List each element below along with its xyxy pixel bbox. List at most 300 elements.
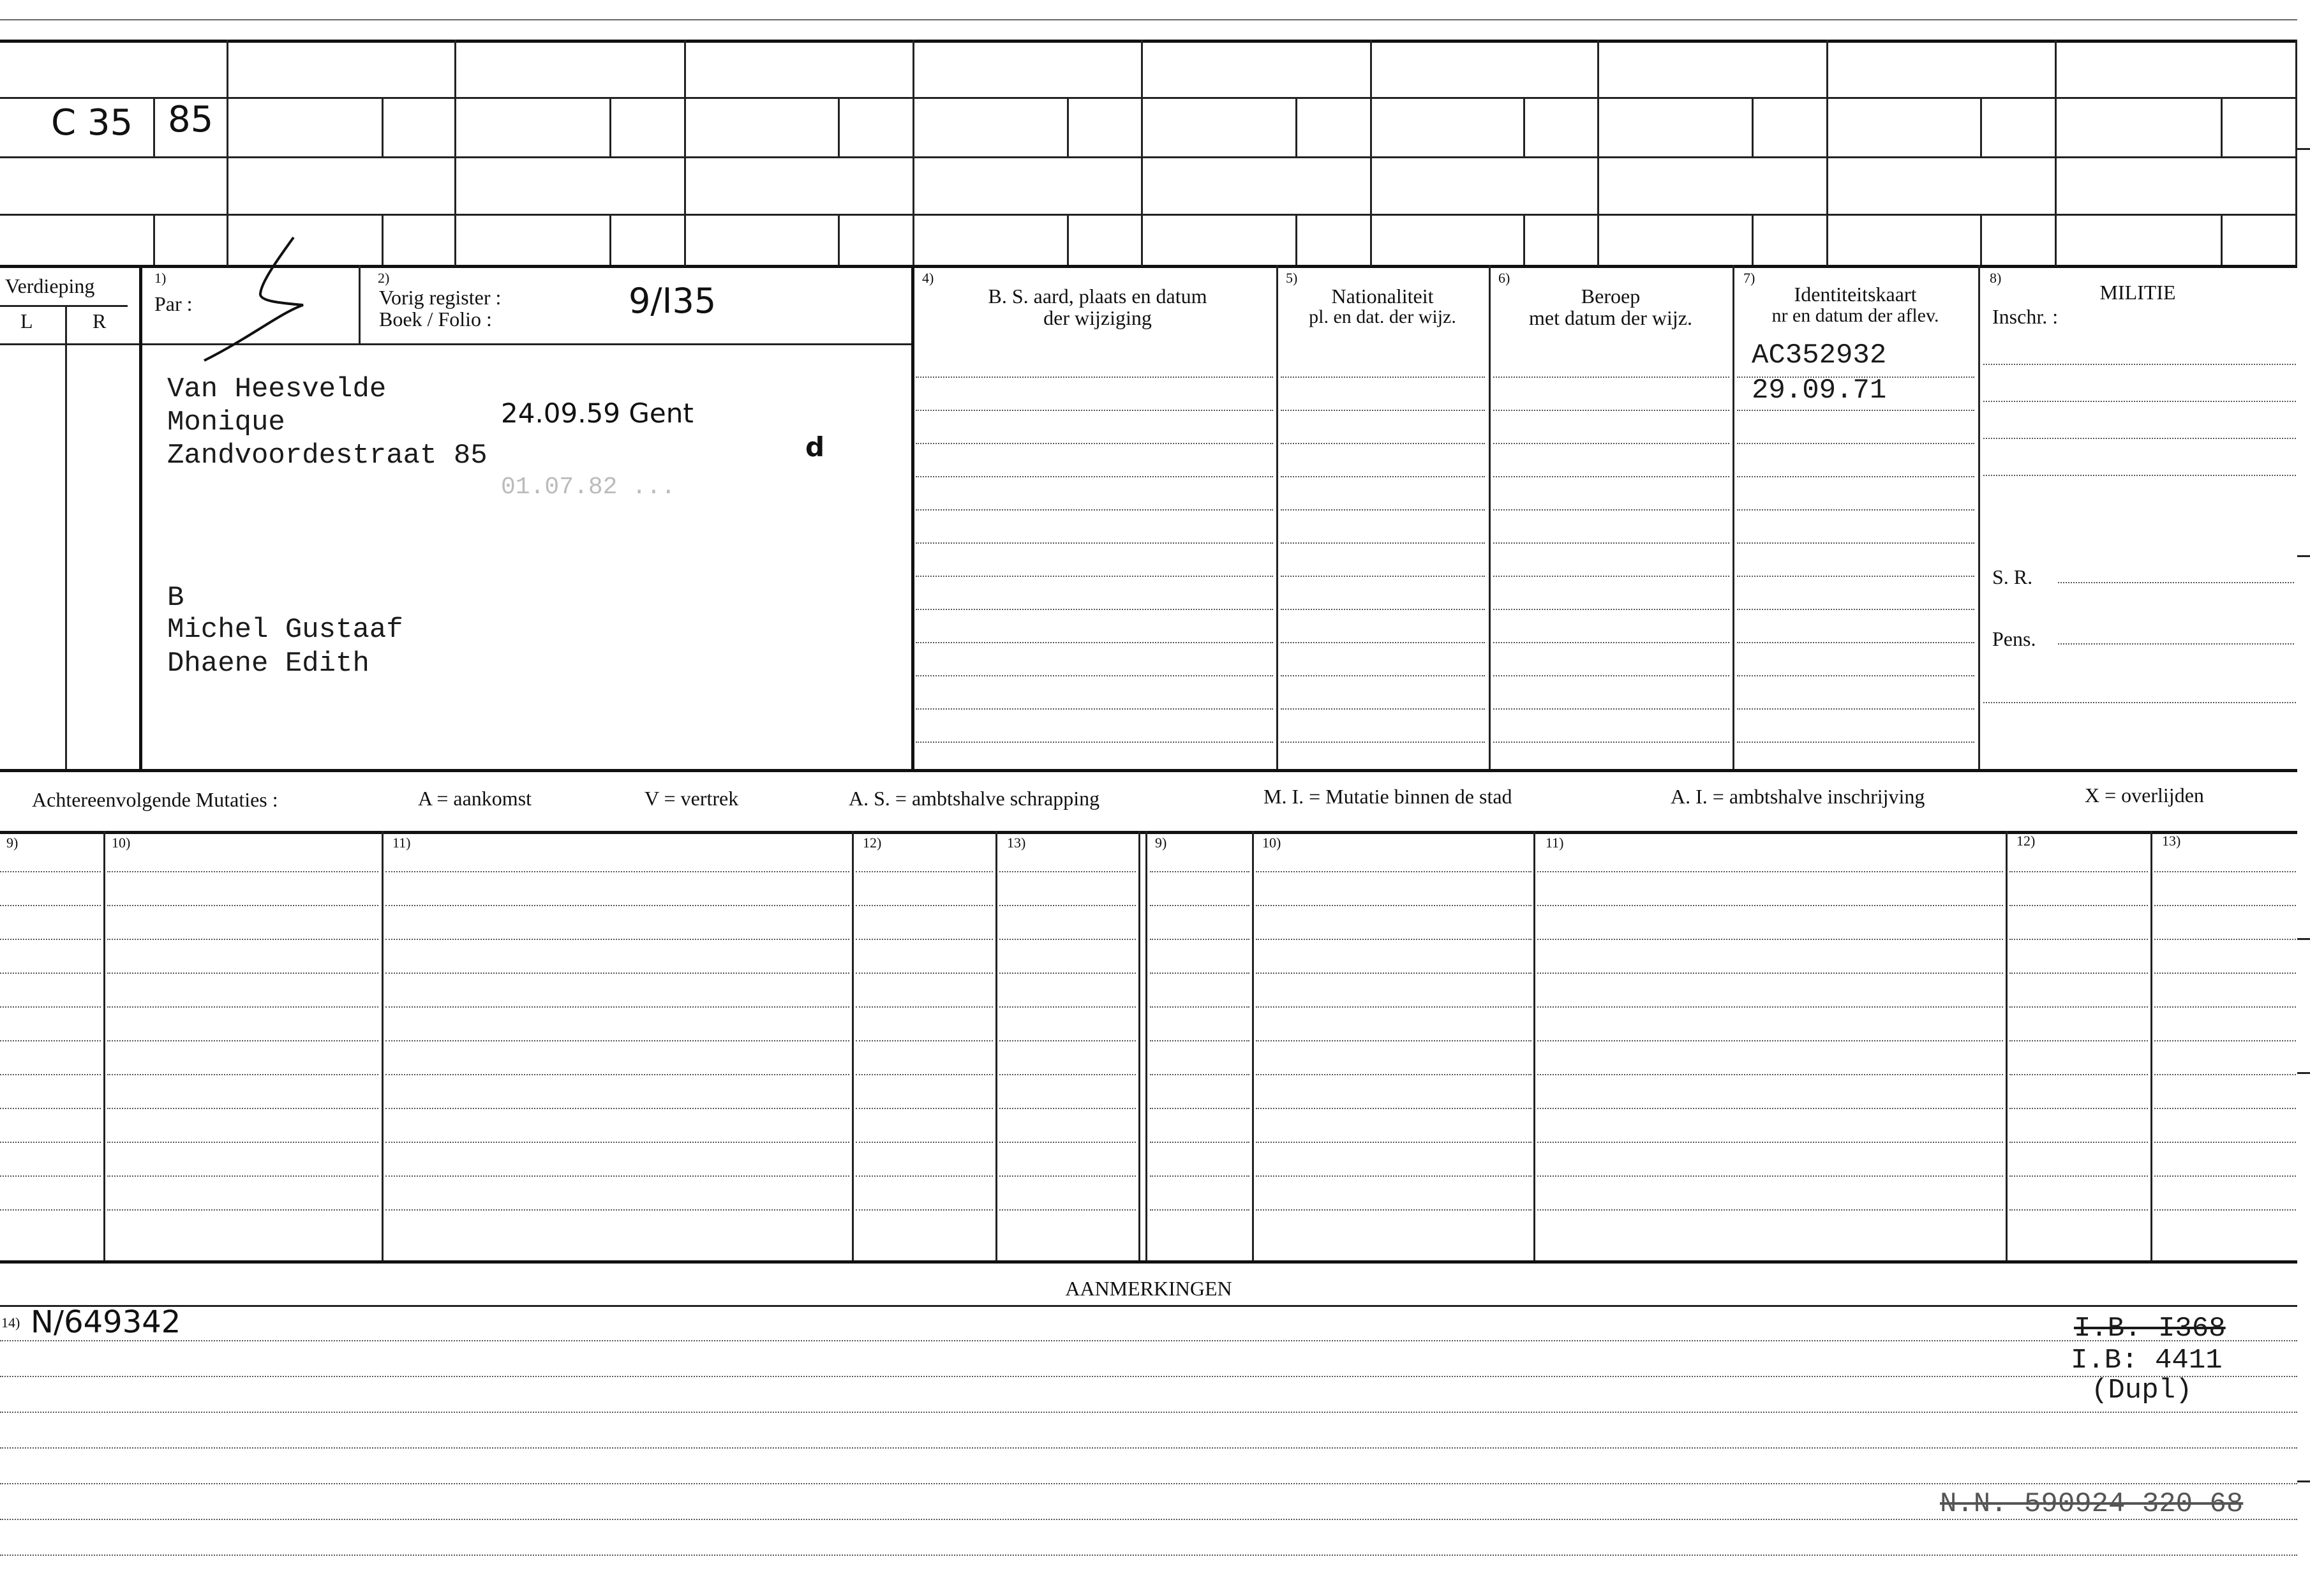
top-grid-border bbox=[0, 40, 2297, 43]
ruled-line bbox=[107, 939, 378, 940]
ruled-line bbox=[107, 905, 378, 906]
ruled-line bbox=[999, 1074, 1136, 1075]
ruled-line bbox=[1150, 1040, 1249, 1041]
ruled-line bbox=[916, 576, 1273, 577]
ruled-line bbox=[0, 1376, 2297, 1377]
ruled-line bbox=[1256, 1142, 1531, 1143]
ruled-line bbox=[107, 1175, 378, 1177]
top-grid-subcol bbox=[838, 97, 840, 156]
ruled-line bbox=[2009, 1074, 2148, 1075]
sr-label: S. R. bbox=[1992, 565, 2033, 588]
marker-d: d bbox=[805, 431, 825, 463]
ruled-line bbox=[856, 1209, 993, 1211]
ib-old-number: I.B. I368 bbox=[2074, 1313, 2226, 1345]
mutation-col-header: 13) bbox=[1007, 835, 1026, 851]
ruled-line bbox=[1281, 410, 1485, 411]
verdieping-col-divider bbox=[65, 305, 67, 769]
ruled-line bbox=[2154, 973, 2296, 974]
ruled-line bbox=[0, 973, 101, 974]
national-number: N.N. 590924 320 68 bbox=[1940, 1488, 2244, 1520]
top-grid-subcol bbox=[153, 97, 155, 156]
ruled-line bbox=[1256, 1006, 1531, 1008]
ruled-line bbox=[1983, 702, 2296, 703]
top-grid-col bbox=[1826, 40, 1828, 266]
ruled-line bbox=[385, 939, 849, 940]
mutation-col-line bbox=[995, 831, 997, 1260]
surname: Van Heesvelde bbox=[167, 373, 387, 405]
ruled-line bbox=[107, 1108, 378, 1109]
id-header-line2: nr en datum der aflev. bbox=[1771, 305, 1939, 326]
vorig-num: 2) bbox=[378, 270, 390, 286]
militie-header: MILITIE bbox=[2099, 281, 2176, 304]
ruled-line bbox=[1281, 576, 1485, 577]
ruled-line bbox=[2009, 1175, 2148, 1177]
id-num: 7) bbox=[1743, 270, 1755, 286]
top-grid-subcol bbox=[153, 214, 155, 265]
ruled-line bbox=[1537, 1209, 2003, 1211]
top-grid-line bbox=[0, 214, 2297, 216]
ruled-line bbox=[916, 675, 1273, 676]
status-b: B bbox=[167, 582, 184, 614]
top-grid-border bbox=[0, 265, 2297, 268]
ruled-line bbox=[1493, 476, 1729, 477]
ruled-line bbox=[1537, 973, 2003, 974]
ruled-line bbox=[1537, 939, 2003, 940]
ruled-line bbox=[1281, 675, 1485, 676]
ruled-line bbox=[1256, 1074, 1531, 1075]
par-col-left bbox=[139, 265, 142, 769]
ruled-line bbox=[2009, 1108, 2148, 1109]
top-grid-line bbox=[0, 97, 2297, 99]
ruled-line bbox=[999, 1175, 1136, 1177]
ruled-line bbox=[385, 1142, 849, 1143]
top-grid-subcol bbox=[382, 97, 384, 156]
top-grid-subcol bbox=[838, 214, 840, 265]
top-grid-col bbox=[1370, 40, 1372, 266]
mutation-col-line bbox=[852, 831, 854, 1260]
top-grid-subcol bbox=[1523, 97, 1525, 156]
ruled-line bbox=[1256, 939, 1531, 940]
ruled-line bbox=[1493, 443, 1729, 444]
ruled-line bbox=[999, 871, 1136, 872]
ruled-line bbox=[1737, 742, 1974, 743]
beroep-num: 6) bbox=[1498, 270, 1510, 286]
ruled-line bbox=[1537, 1175, 2003, 1177]
mutation-col-header: 9) bbox=[6, 835, 19, 851]
ruled-line bbox=[107, 1040, 378, 1041]
mutation-col-line-double bbox=[1145, 831, 1147, 1260]
first-name: Monique bbox=[167, 406, 285, 438]
ruled-line bbox=[0, 1175, 101, 1177]
ruled-line bbox=[1537, 1108, 2003, 1109]
edge-tick bbox=[2297, 555, 2310, 557]
ruled-line bbox=[1493, 642, 1729, 643]
ruled-line bbox=[2154, 1142, 2296, 1143]
ruled-line bbox=[2154, 905, 2296, 906]
ruled-line bbox=[916, 609, 1273, 610]
ruled-line bbox=[856, 1175, 993, 1177]
mutation-col-header: 11) bbox=[392, 835, 411, 851]
ruled-line bbox=[1281, 642, 1485, 643]
ruled-line bbox=[1281, 708, 1485, 710]
ruled-line bbox=[916, 642, 1273, 643]
ruled-line bbox=[2009, 871, 2148, 872]
top-grid-subcol bbox=[609, 214, 611, 265]
nat-header-line2: pl. en dat. der wijz. bbox=[1309, 306, 1456, 327]
ruled-line bbox=[2009, 973, 2148, 974]
ruled-line bbox=[1737, 377, 1974, 378]
top-grid-subcol bbox=[1067, 214, 1069, 265]
ruled-line bbox=[0, 1483, 2297, 1484]
code-number: 85 bbox=[168, 99, 214, 140]
ruled-line bbox=[385, 1175, 849, 1177]
ruled-line bbox=[1537, 905, 2003, 906]
ruled-line bbox=[916, 708, 1273, 710]
ruled-line bbox=[107, 871, 378, 872]
ruled-line bbox=[856, 1040, 993, 1041]
ruled-line bbox=[107, 1209, 378, 1211]
parent-father: Michel Gustaaf bbox=[167, 614, 403, 646]
ruled-line bbox=[1737, 642, 1974, 643]
ruled-line bbox=[999, 1209, 1136, 1211]
ruled-line bbox=[1737, 509, 1974, 511]
ruled-line bbox=[2009, 1006, 2148, 1008]
ruled-line bbox=[2009, 1142, 2148, 1143]
ruled-line bbox=[1281, 443, 1485, 444]
ruled-line bbox=[916, 443, 1273, 444]
top-grid-subcol bbox=[1295, 214, 1297, 265]
ruled-line bbox=[2154, 939, 2296, 940]
ruled-line bbox=[916, 476, 1273, 477]
ruled-line bbox=[856, 905, 993, 906]
bs-col-left bbox=[911, 265, 914, 769]
ruled-line bbox=[856, 871, 993, 872]
top-grid-col bbox=[1141, 40, 1143, 266]
legend-as: A. S. = ambtshalve schrapping bbox=[849, 787, 1100, 810]
mutations-legend-title: Achtereenvolgende Mutaties : bbox=[32, 788, 278, 811]
parent-mother: Dhaene Edith bbox=[167, 648, 369, 680]
ruled-line bbox=[1493, 410, 1729, 411]
mutation-col-header: 9) bbox=[1155, 835, 1167, 851]
ruled-line bbox=[1983, 364, 2296, 365]
ruled-line bbox=[0, 1006, 101, 1008]
ruled-line bbox=[916, 509, 1273, 511]
ruled-line bbox=[1256, 973, 1531, 974]
ruled-line bbox=[107, 1074, 378, 1075]
ruled-line bbox=[916, 542, 1273, 544]
ruled-line bbox=[2154, 1006, 2296, 1008]
remarks-reference: N/649342 bbox=[31, 1304, 181, 1340]
ruled-line bbox=[385, 1074, 849, 1075]
ruled-line bbox=[2009, 1209, 2148, 1211]
ruled-line bbox=[0, 1519, 2297, 1520]
nat-header-line1: Nationaliteit bbox=[1331, 285, 1434, 308]
ruled-line bbox=[1537, 1074, 2003, 1075]
ruled-line bbox=[916, 377, 1273, 378]
inschr-label: Inschr. : bbox=[1992, 305, 2059, 328]
ruled-line bbox=[0, 1142, 101, 1143]
mutation-col-header: 10) bbox=[112, 835, 131, 851]
mutations-grid-bottom bbox=[0, 1260, 2297, 1264]
ruled-line bbox=[1150, 1006, 1249, 1008]
verdieping-l-label: L bbox=[20, 310, 33, 332]
remarks-title: AANMERKINGEN bbox=[1065, 1277, 1232, 1300]
top-grid-col bbox=[2055, 40, 2057, 266]
ruled-line bbox=[1537, 1006, 2003, 1008]
code-prefix: C 35 bbox=[51, 102, 133, 144]
ruled-line bbox=[856, 1074, 993, 1075]
ruled-line bbox=[1537, 871, 2003, 872]
mutation-col-header: 10) bbox=[1262, 835, 1281, 851]
remarks-num: 14) bbox=[1, 1315, 20, 1331]
ruled-line bbox=[856, 1006, 993, 1008]
legend-ai: A. I. = ambtshalve inschrijving bbox=[1671, 785, 1925, 808]
ruled-line bbox=[1150, 939, 1249, 940]
ruled-line bbox=[1150, 1209, 1249, 1211]
ruled-line bbox=[1983, 401, 2296, 402]
ruled-line bbox=[1737, 609, 1974, 610]
ruled-line bbox=[0, 939, 101, 940]
ruled-line bbox=[1150, 1175, 1249, 1177]
legend-x: X = overlijden bbox=[2085, 784, 2204, 807]
ruled-line bbox=[1737, 708, 1974, 710]
legend-v: V = vertrek bbox=[645, 787, 739, 810]
mutation-col-line bbox=[382, 831, 384, 1260]
top-grid-col bbox=[684, 40, 686, 266]
ruled-line bbox=[0, 871, 101, 872]
top-grid-subcol bbox=[1980, 214, 1982, 265]
mutation-col-header: 11) bbox=[1546, 835, 1564, 851]
mutations-grid-top bbox=[0, 831, 2297, 834]
mutation-col-line bbox=[1252, 831, 1254, 1260]
top-grid-col bbox=[2295, 40, 2297, 266]
verdieping-r-label: R bbox=[93, 310, 107, 332]
birth-date-place: 24.09.59 Gent bbox=[501, 398, 694, 429]
beroep-col-left bbox=[1489, 265, 1491, 769]
top-grid-col bbox=[454, 40, 456, 266]
ruled-line bbox=[1493, 708, 1729, 710]
top-grid-col bbox=[913, 40, 914, 266]
mutation-col-header: 13) bbox=[2162, 833, 2181, 849]
ruled-line bbox=[0, 1209, 101, 1211]
ruled-line bbox=[0, 1340, 2297, 1341]
legend-a: A = aankomst bbox=[418, 787, 532, 810]
verdieping-divider bbox=[0, 305, 128, 307]
ruled-line bbox=[1737, 476, 1974, 477]
pens-dotted-line bbox=[2058, 643, 2294, 645]
ruled-line bbox=[107, 973, 378, 974]
top-grid-subcol bbox=[382, 214, 384, 265]
ruled-line bbox=[1493, 377, 1729, 378]
ruled-line bbox=[1256, 871, 1531, 872]
id-card-date: 29.09.71 bbox=[1752, 375, 1887, 406]
handwritten-initial-arrow bbox=[191, 230, 319, 364]
edge-tick bbox=[2297, 148, 2310, 150]
nat-num: 5) bbox=[1286, 270, 1298, 286]
ruled-line bbox=[1537, 1040, 2003, 1041]
ruled-line bbox=[2154, 1074, 2296, 1075]
ruled-line bbox=[1737, 675, 1974, 676]
ruled-line bbox=[1737, 542, 1974, 544]
ruled-line bbox=[1150, 871, 1249, 872]
ruled-line bbox=[385, 905, 849, 906]
ruled-line bbox=[999, 939, 1136, 940]
ruled-line bbox=[0, 1412, 2297, 1413]
ruled-line bbox=[1150, 973, 1249, 974]
ruled-line bbox=[1256, 1209, 1531, 1211]
edge-tick bbox=[2297, 938, 2310, 940]
bs-num: 4) bbox=[922, 270, 934, 286]
vorig-col-left bbox=[359, 265, 361, 343]
par-num: 1) bbox=[154, 270, 167, 286]
ruled-line bbox=[1493, 542, 1729, 544]
header-row-divider bbox=[0, 343, 911, 345]
ruled-line bbox=[916, 410, 1273, 411]
ruled-line bbox=[0, 1040, 101, 1041]
ruled-line bbox=[385, 1040, 849, 1041]
sr-dotted-line bbox=[2058, 582, 2294, 583]
top-grid-subcol bbox=[1067, 97, 1069, 156]
mutation-col-line bbox=[2006, 831, 2008, 1260]
ruled-line bbox=[1737, 576, 1974, 577]
ruled-line bbox=[1281, 377, 1485, 378]
top-grid-subcol bbox=[2221, 97, 2223, 156]
top-edge-line bbox=[0, 19, 2297, 20]
mutation-col-header: 12) bbox=[863, 835, 882, 851]
ruled-line bbox=[0, 1447, 2297, 1449]
ruled-line bbox=[1737, 443, 1974, 444]
ruled-line bbox=[856, 1108, 993, 1109]
ruled-line bbox=[1493, 675, 1729, 676]
top-grid-subcol bbox=[2221, 214, 2223, 265]
par-label: Par : bbox=[154, 292, 193, 315]
ruled-line bbox=[1493, 609, 1729, 610]
pens-label: Pens. bbox=[1992, 627, 2036, 650]
ruled-line bbox=[1281, 609, 1485, 610]
ruled-line bbox=[856, 939, 993, 940]
top-grid-subcol bbox=[1523, 214, 1525, 265]
ruled-line bbox=[1256, 1040, 1531, 1041]
ruled-line bbox=[856, 973, 993, 974]
nat-col-left bbox=[1276, 265, 1278, 769]
top-grid-col bbox=[1597, 40, 1599, 266]
beroep-header-line1: Beroep bbox=[1581, 285, 1641, 308]
address: Zandvoordestraat 85 bbox=[167, 440, 488, 472]
id-card-number: AC352932 bbox=[1752, 339, 1887, 371]
ruled-line bbox=[1493, 509, 1729, 511]
militie-col-left bbox=[1978, 265, 1980, 769]
ruled-line bbox=[0, 1555, 2297, 1556]
top-grid-subcol bbox=[609, 97, 611, 156]
ruled-line bbox=[999, 1142, 1136, 1143]
ruled-line bbox=[2154, 871, 2296, 872]
ruled-line bbox=[385, 1006, 849, 1008]
ruled-line bbox=[1537, 1142, 2003, 1143]
ruled-line bbox=[2154, 1175, 2296, 1177]
beroep-header-line2: met datum der wijz. bbox=[1529, 306, 1692, 329]
ruled-line bbox=[2154, 1209, 2296, 1211]
mutation-col-line bbox=[103, 831, 105, 1260]
ruled-line bbox=[999, 1006, 1136, 1008]
ruled-line bbox=[385, 871, 849, 872]
ruled-line bbox=[2009, 939, 2148, 940]
ruled-line bbox=[1256, 905, 1531, 906]
ruled-line bbox=[1256, 1175, 1531, 1177]
verdieping-label: Verdieping bbox=[5, 274, 95, 297]
bs-header-line2: der wijziging bbox=[1043, 306, 1152, 329]
mutation-col-header: 12) bbox=[2016, 833, 2036, 849]
ruled-line bbox=[1150, 1108, 1249, 1109]
ruled-line bbox=[1256, 1108, 1531, 1109]
ruled-line bbox=[1983, 438, 2296, 439]
ruled-line bbox=[1493, 742, 1729, 743]
ruled-line bbox=[1281, 542, 1485, 544]
ruled-line bbox=[999, 905, 1136, 906]
id-header-line1: Identiteitskaart bbox=[1794, 283, 1917, 306]
top-grid-subcol bbox=[1980, 97, 1982, 156]
remarks-top-line bbox=[0, 1305, 2297, 1307]
ruled-line bbox=[1150, 1074, 1249, 1075]
ruled-line bbox=[0, 1074, 101, 1075]
vorig-register-value: 9/I35 bbox=[629, 281, 717, 321]
ruled-line bbox=[1281, 476, 1485, 477]
ruled-line bbox=[1983, 475, 2296, 476]
mutation-col-line-double bbox=[1138, 831, 1140, 1260]
ruled-line bbox=[999, 1108, 1136, 1109]
militie-num: 8) bbox=[1990, 270, 2002, 286]
ruled-line bbox=[1281, 742, 1485, 743]
top-grid-line bbox=[0, 156, 2297, 158]
ruled-line bbox=[1281, 509, 1485, 511]
ruled-line bbox=[0, 1108, 101, 1109]
mutation-col-line bbox=[2150, 831, 2152, 1260]
ruled-line bbox=[2154, 1108, 2296, 1109]
ruled-line bbox=[1737, 410, 1974, 411]
ib-new-number: I.B: 4411 bbox=[2071, 1345, 2223, 1376]
boek-folio-label: Boek / Folio : bbox=[379, 308, 492, 331]
vorig-register-label: Vorig register : bbox=[379, 286, 502, 309]
top-grid-subcol bbox=[1752, 214, 1754, 265]
ruled-line bbox=[1150, 1142, 1249, 1143]
ruled-line bbox=[2009, 905, 2148, 906]
edge-tick bbox=[2297, 1480, 2310, 1482]
ruled-line bbox=[107, 1142, 378, 1143]
ruled-line bbox=[107, 1006, 378, 1008]
ruled-line bbox=[385, 1108, 849, 1109]
legend-mi: M. I. = Mutatie binnen de stad bbox=[1263, 785, 1512, 808]
ruled-line bbox=[999, 1040, 1136, 1041]
ruled-line bbox=[856, 1142, 993, 1143]
edge-tick bbox=[2297, 1072, 2310, 1074]
ruled-line bbox=[1493, 576, 1729, 577]
bs-header-line1: B. S. aard, plaats en datum bbox=[988, 285, 1207, 308]
mutation-col-line bbox=[1533, 831, 1535, 1260]
ruled-line bbox=[999, 973, 1136, 974]
id-col-left bbox=[1732, 265, 1734, 769]
ruled-line bbox=[1150, 905, 1249, 906]
duplicate-note: (Dupl) bbox=[2091, 1375, 2193, 1406]
top-grid-subcol bbox=[1295, 97, 1297, 156]
ruled-line bbox=[2154, 1040, 2296, 1041]
faded-stamp: 01.07.82 ... bbox=[501, 474, 676, 501]
ruled-line bbox=[385, 973, 849, 974]
ruled-line bbox=[916, 742, 1273, 743]
top-grid-subcol bbox=[1752, 97, 1754, 156]
ruled-line bbox=[0, 905, 101, 906]
ruled-line bbox=[2009, 1040, 2148, 1041]
record-section-bottom bbox=[0, 769, 2297, 772]
ruled-line bbox=[385, 1209, 849, 1211]
